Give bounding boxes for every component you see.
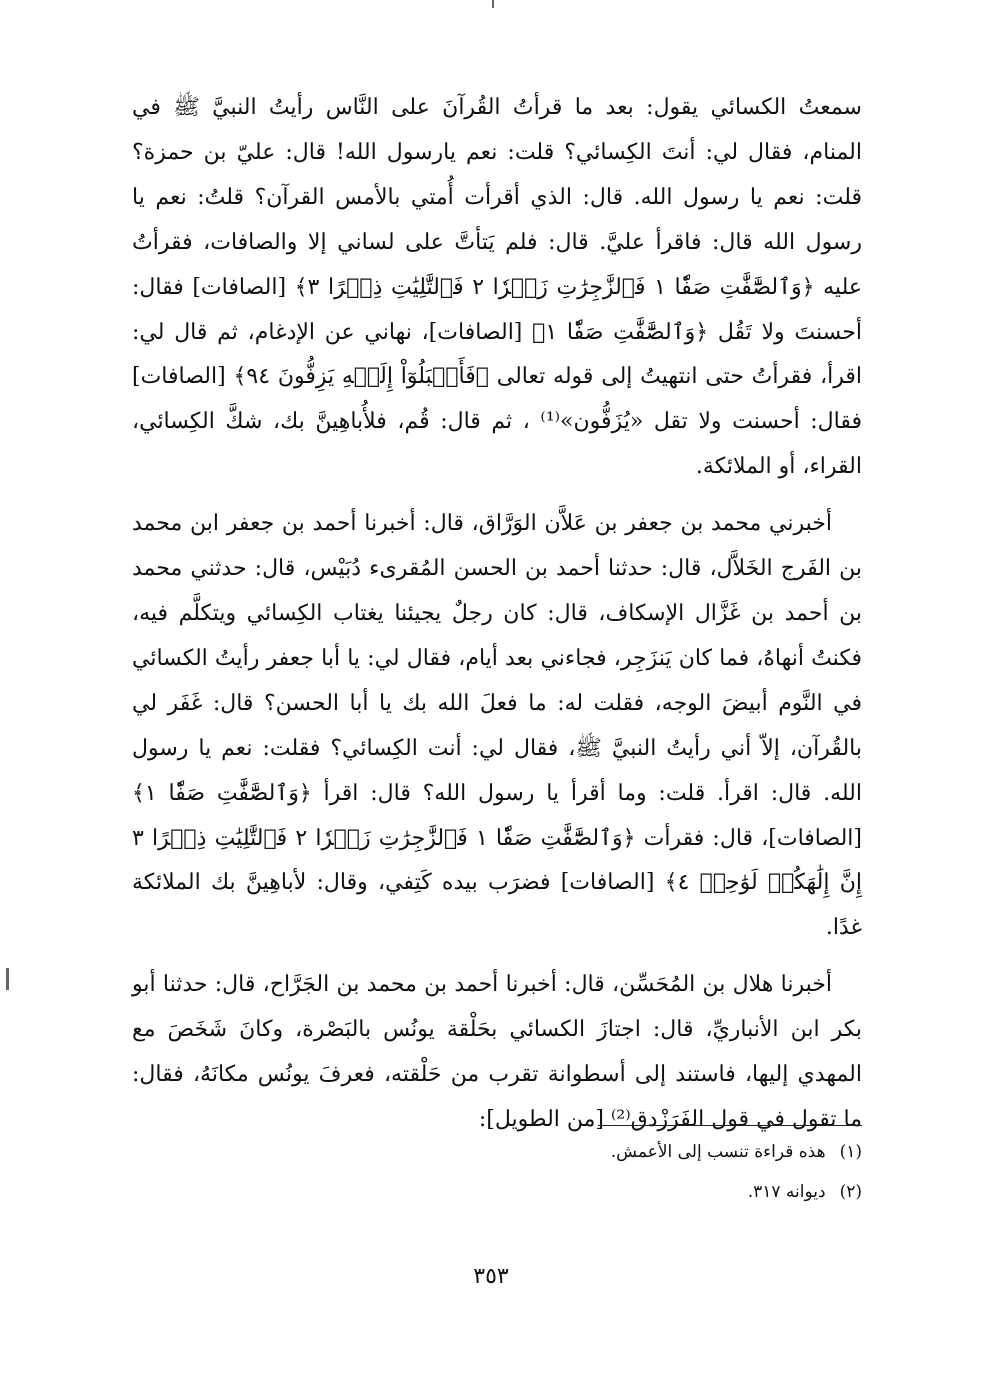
footnote-separator: [598, 1125, 862, 1126]
page-number: ٣٥٣: [473, 1264, 509, 1289]
scan-mark-top: [492, 0, 494, 8]
paragraph-3: أخبرنا هلال بن المُحَسِّن، قال: أخبرنا أحمد بن محمد بن الجَرَّاح، قال: حدثنا أبو بكر ابن الأنباريِّ، قال: اجتازَ الكسائي بحَلْقة يونُس بالبَصْرة، وكانَ شَخَصَ مع المهدي إليها، فاستند إلى أسطوانة تقرب من حَلْقته، فعرفَ يونُس مكانَهُ، فقال: ما تقول في قول الفَرَزْدق⁽²⁾ [من الطويل]:: [132, 972, 862, 1132]
scan-mark-left: [6, 968, 9, 990]
footnote-2: [132, 1172, 862, 1212]
footnote-text: ديوانه ٣١٧.: [747, 1182, 826, 1202]
footnote-1: [132, 1132, 862, 1172]
footnote-number: (١): [839, 1142, 862, 1162]
paragraph-2: أخبرني محمد بن جعفر بن عَلاَّن الوَرَّاق، قال: أخبرنا أحمد بن جعفر ابن محمد بن الفَرج الخَلاَّل، قال: حدثنا أحمد بن الحسن المُقرىء دُبَيْس، قال: حدثني محمد بن أحمد بن غَزَّال الإسكاف، قال: كان رجلٌ يجيئنا يغتاب الكِسائي ويتكلَّم فيه، فكنتُ أنهاهُ، فما كان يَنزَجِر، فجاءني بعد أيام، فقال لي: يا أبا جعفر رأيتُ الكسائي في النَّوم أبيضَ الوجه، فقلت له: ما فعلَ الله بك يا أبا الحسن؟ قال: غَفَر لي بالقُرآن، إلاّ أني رأيتُ النبيَّ ﷺ، فقال لي: أنت الكِسائي؟ فقلت: نعم يا رسول الله. قال: اقرأ. قلت: وما أقرأ يا رسول الله؟ قال: اقرأ ﴿وَٱلصَّٰٓفَّٰتِ صَفّٗا ١﴾ [الصافات]، قال: فقرأت ﴿وَٱلصَّٰٓفَّٰتِ صَفّٗا ١ فَٱلزَّٰجِرَٰتِ زَجۡرٗا ٢ فَٱلتَّٰلِيَٰتِ ذِكۡرًا ٣ إِنَّ إِلَٰهَكُمۡ لَوَٰحِدٞ ٤﴾ [الصافات] فضرَب بيده كَتِفي، وقال: لأباهِينَّ بك الملائكة غدًا.: [132, 511, 862, 941]
footnote-text: هذه قراءة تنسب إلى الأعمش.: [610, 1142, 826, 1162]
paragraph-1: سمعتُ الكسائي يقول: بعد ما قرأتُ القُرآنَ على النَّاس رأيتُ النبيَّ ﷺ في المنام، فقال لي: أنتَ الكِسائي؟ قلت: نعم يارسول الله! قال: عليّ بن حمزة؟ قلت: نعم يا رسول الله. قال: الذي أقرأت أُمتي بالأمس القرآن؟ قلتُ: نعم يا رسول الله قال: فاقرأ عليَّ. قال: فلم يَتأتَّ على لساني إلا والصافات، فقرأتُ عليه ﴿وَٱلصَّٰٓفَّٰتِ صَفّٗا ١ فَٱلزَّٰجِرَٰتِ زَجۡرٗا ٢ فَٱلتَّٰلِيَٰتِ ذِكۡرًا ٣﴾ [الصافات] فقال: أحسنتَ ولا تَقُل ﴿وَٱلصَّٰٓفَّٰتِ صَفّٗا ١﴾ [الصافات]، نهاني عن الإدغام، ثم قال لي: اقرأ، فقرأتُ حتى انتهيتُ إلى قوله تعالى ﴿فَأَقۡبَلُوٓاْ إِلَيۡهِ يَزِفُّونَ ٩٤﴾ [الصافات] فقال: أحسنت ولا تقل «يُزَفُّون»⁽¹⁾ ، ثم قال: قُم، فلأُباهِينَّ بك، شكَّ الكِسائي، القراء، أو الملائكة.: [132, 95, 863, 480]
main-text: [132, 86, 862, 1143]
footnote-number: (٢): [839, 1182, 862, 1202]
footnotes: [132, 1132, 862, 1212]
